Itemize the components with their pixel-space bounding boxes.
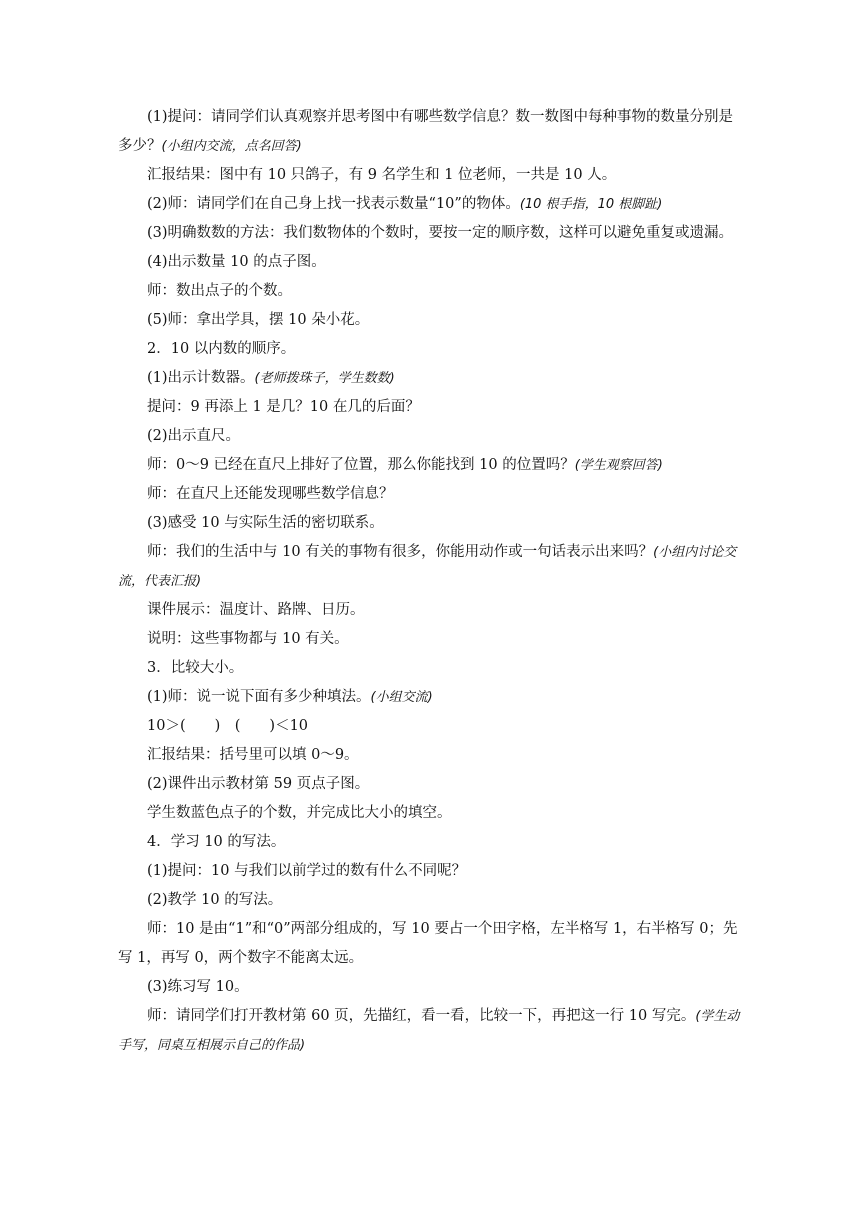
paragraph: (2)出示直尺。 [147, 428, 241, 444]
paragraph: 说明：这些事物都与 10 有关。 [147, 631, 349, 647]
paragraph: 师：10 是由“1”和“0”两部分组成的，写 10 要占一个田字格，左半格写 1，右半格写 0；先写 1，再写 0，两个数字不能离太远。 [118, 921, 738, 966]
paragraph: (3)练习写 10。 [147, 979, 249, 995]
comparison-exercise: 10＞( ) ( )＜10 [147, 718, 309, 734]
paragraph: 汇报结果：括号里可以填 0～9。 [147, 747, 359, 763]
paragraph: 学生数蓝色点子的个数，并完成比大小的填空。 [147, 805, 452, 821]
paragraph: (4)出示数量 10 的点子图。 [147, 254, 326, 270]
section-heading: 4．学习 10 的写法。 [147, 834, 286, 850]
paragraph: 师：数出点子的个数。 [147, 283, 292, 299]
paragraph: (3)明确数数的方法：我们数物体的个数时，要按一定的顺序数，这样可以避免重复或遗漏。 [147, 225, 734, 241]
paragraph: (1)提问：请同学们认真观察并思考图中有哪些数学信息？数一数图中每种事物的数量分别是多少？(小组内交流，点名回答) [118, 109, 734, 154]
paragraph: 汇报结果：图中有 10 只鸽子，有 9 名学生和 1 位老师，一共是 10 人。 [147, 167, 617, 183]
paragraph: (3)感受 10 与实际生活的密切联系。 [147, 515, 384, 531]
paragraph: 师：请同学们打开教材第 60 页，先描红，看一看，比较一下，再把这一行 10 写完。(学生动手写，同桌互相展示自己的作品) [118, 1008, 740, 1053]
paragraph: 课件展示：温度计、路牌、日历。 [147, 602, 365, 618]
paragraph: (1)师：说一说下面有多少种填法。(小组交流) [147, 689, 433, 705]
section-heading: 2．10 以内数的顺序。 [147, 341, 296, 357]
paragraph: (2)课件出示教材第 59 页点子图。 [147, 776, 370, 792]
paragraph: 师：0～9 已经在直尺上排好了位置，那么你能找到 10 的位置吗？(学生观察回答) [147, 457, 663, 473]
paragraph: 提问：9 再添上 1 是几？10 在几的后面？ [147, 399, 420, 415]
paragraph: (2)师：请同学们在自己身上找一找表示数量“10”的物体。(10 根手指，10 根脚趾) [147, 196, 663, 212]
paragraph: 师：我们的生活中与 10 有关的事物有很多，你能用动作或一句话表示出来吗？(小组内讨论交流，代表汇报) [118, 544, 737, 589]
section-heading: 3．比较大小。 [147, 660, 244, 676]
paragraph: (5)师：拿出学具，摆 10 朵小花。 [147, 312, 370, 328]
paragraph: (1)出示计数器。(老师拨珠子，学生数数) [147, 370, 395, 386]
lesson-text [118, 103, 740, 1060]
paragraph: 师：在直尺上还能发现哪些数学信息？ [147, 486, 394, 502]
paragraph: (2)教学 10 的写法。 [147, 892, 283, 908]
paragraph: (1)提问：10 与我们以前学过的数有什么不同呢？ [147, 863, 467, 879]
